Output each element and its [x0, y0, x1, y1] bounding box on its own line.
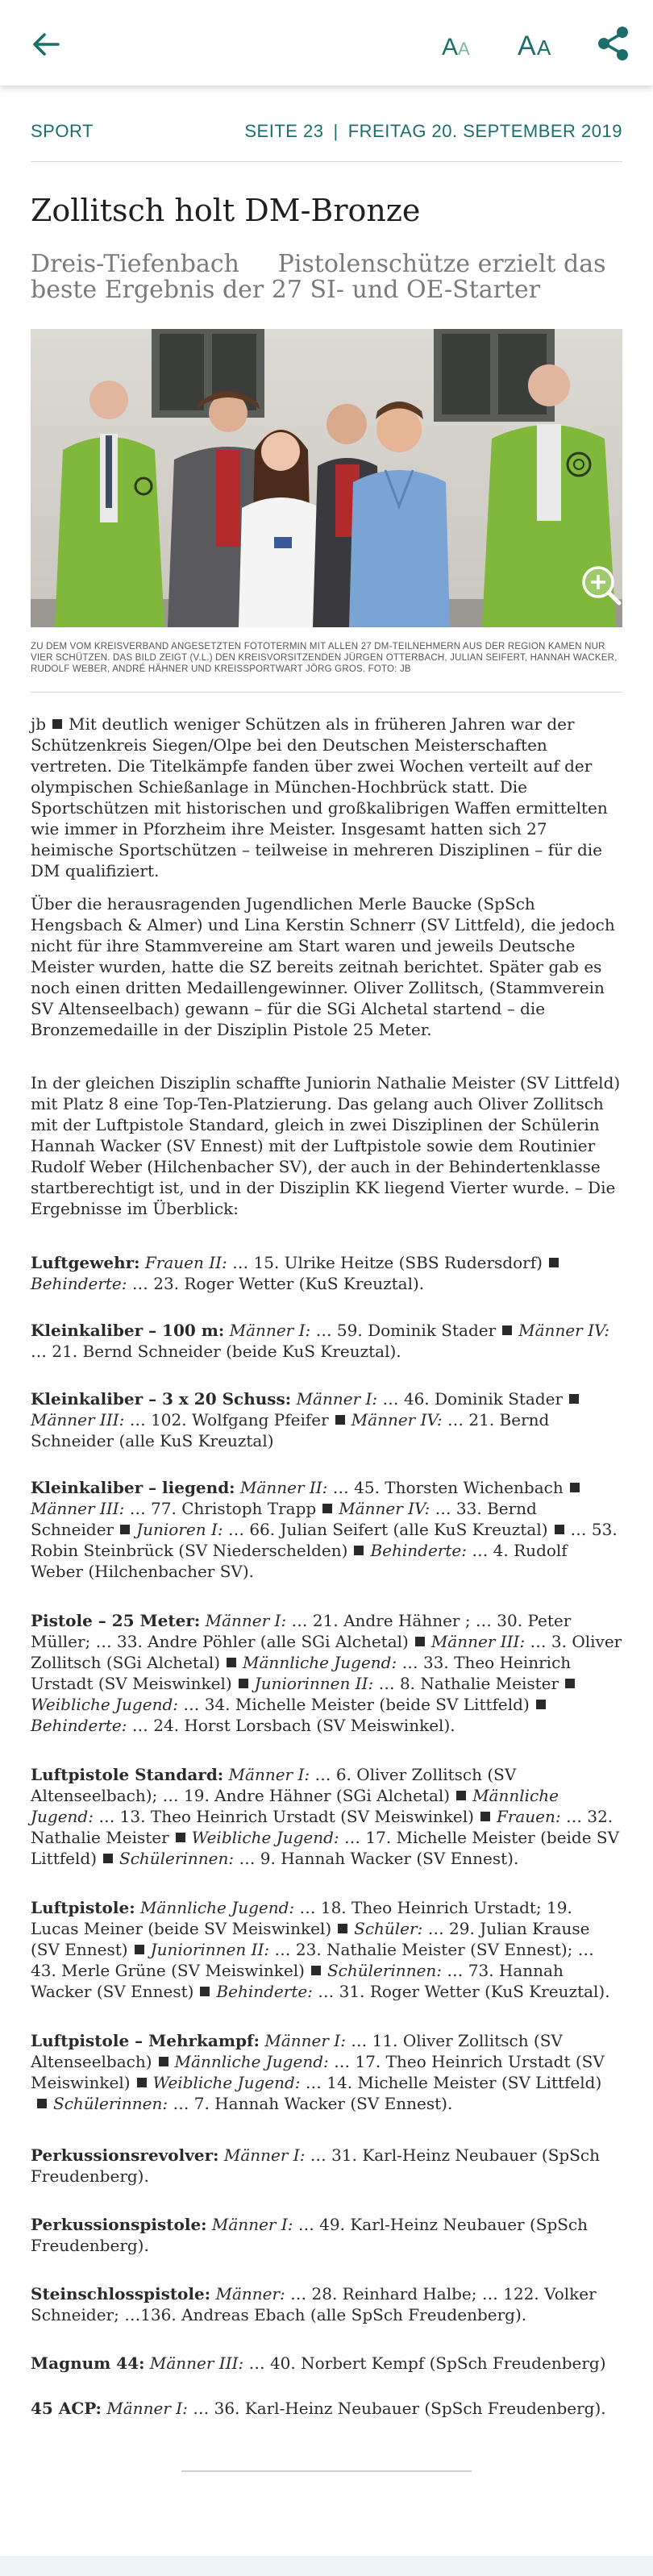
caption-divider	[31, 692, 622, 693]
square-bullet-icon	[570, 1483, 580, 1492]
svg-text:A: A	[537, 35, 551, 60]
square-bullet-icon	[311, 1966, 321, 1975]
square-bullet-icon	[135, 1945, 144, 1954]
share-button[interactable]	[593, 24, 634, 63]
result-kk100: Kleinkaliber – 100 m: Männer I: … 59. Dominik Stader Männer IV: … 21. Bernd Schneider (beide KuS Kreuztal).	[31, 1321, 610, 1361]
result-luftpistole: Luftpistole: Männliche Jugend: … 18. Theo Heinrich Urstadt; 19. Lucas Meiner (beide SV Meiswinkel) Schüler: … 29. Julian Krause (SV Ennest) Juniorinnen II: … 23. Nathalie Meister (SV Ennest); … 43. Merle Grüne (SV Meiswinkel) Schülerinnen: … 73. Hannah Wacker (SV Ennest) Behinderte: … 31. Roger Wetter (KuS Kreuztal).	[31, 1898, 610, 2001]
paragraph-3: In der gleichen Disziplin schaffte Juniorin Nathalie Meister (SV Littfeld) mit Platz 8 eine Top-Ten-Platzierung. Das gelang auch Oliver Zollitsch mit der Luftpistole Standard, gleich in zwei Disziplinen der Schülerin Hannah Wacker (SV Ennest) mit der Luftpistole sowie dem Routinier Rudolf Weber (Hilchenbacher SV), der auch in der Behindertenklasse startberechtigt ist, und in der Disziplin KK liegend Vierter wurde. – Die Ergebnisse im Überblick:	[31, 1073, 621, 1218]
square-bullet-icon	[415, 1637, 425, 1646]
square-bullet-icon	[159, 2057, 168, 2066]
square-bullet-icon	[335, 1415, 345, 1425]
share-icon	[593, 24, 634, 63]
result-lp-mehrkampf: Luftpistole – Mehrkampf: Männer I: … 11. Oliver Zollitsch (SV Altenseelbach) Männliche Jugend: … 17. Theo Heinrich Urstadt (SV Meiswinkel) Weibliche Jugend: … 14. Michelle Meister (SV Littfeld)Schülerinnen: … 7. Hannah Wacker (SV Ennest).	[31, 2031, 605, 2113]
square-bullet-icon	[120, 1525, 130, 1534]
photo-caption: ZU DEM VOM KREISVERBAND ANGESETZTEN FOTOTERMIN MIT ALLEN 27 DM-TEILNEHMERN AUS DER REGION KAMEN NUR VIER SCHÜTZEN. DAS BILD ZEIGT (V.L.) DEN KREISVORSITZENDEN JÜRGEN OTTERBACH, JULIAN SEIFERT, HANNAH WACKER, RUDOLF WEBER, ANDRÉ HÄHNER UND KREISSPORTWART JÖRG GROS. FOTO: JB	[31, 642, 618, 674]
square-bullet-icon	[200, 1987, 210, 1996]
text-size-large-icon	[516, 24, 561, 63]
result-kk3x20: Kleinkaliber – 3 x 20 Schuss: Männer I: … 46. Dominik StaderMänner III: … 102. Wolfgang Pfeifer Männer IV: … 21. Bernd Schneider (alle KuS Kreuztal)	[31, 1388, 622, 1451]
article-photo[interactable]	[31, 329, 622, 627]
square-bullet-icon	[354, 1546, 364, 1555]
svg-text:A: A	[442, 34, 459, 60]
square-bullet-icon	[322, 1504, 332, 1513]
square-bullet-icon	[37, 2099, 47, 2108]
decrease-font-button[interactable]	[440, 26, 482, 63]
back-button[interactable]	[27, 26, 64, 63]
result-pistole-25m: Pistole – 25 Meter: Männer I: … 21. Andre Hähner ; … 30. Peter Müller; … 33. Andre Pöhler (alle SGi Alchetal) Männer III: … 3. Oliver Zollitsch (SGi Alchetal) Männliche Jugend: … 33. Theo Heinrich Urstadt (SV Meiswinkel) Juniorinnen II: … 8. Nathalie MeisterWeibliche Jugend: … 34. Michelle Meister (beide SV Littfeld)Behinderte: … 24. Horst Lorsbach (SV Meiswinkel).	[31, 1611, 622, 1735]
result-luftgewehr: Luftgewehr: Frauen II: … 15. Ulrike Heitze (SBS Rudersdorf)Behinderte: … 23. Roger Wetter (KuS Kreuztal).	[31, 1252, 622, 1294]
article-headline: Zollitsch holt DM-Bronze	[31, 193, 421, 228]
article-end-rule	[181, 2470, 472, 2472]
meta-separator: |	[333, 121, 339, 141]
square-bullet-icon	[239, 1679, 248, 1688]
square-bullet-icon	[338, 1924, 347, 1933]
reader-toolbar	[0, 0, 653, 85]
square-bullet-icon	[565, 1679, 575, 1688]
square-bullet-icon	[137, 2078, 147, 2087]
result-kk-liegend: Kleinkaliber – liegend: Männer II: … 45. Thorsten WichenbachMänner III: … 77. Christoph Trapp Männer IV: … 33. Bernd Schneider Junioren I: … 66. Julian Seifert (alle KuS Kreuztal) … 53. Robin Steinbrück (SV Niederschelden) Behinderte: … 4. Rudolf Weber (Hilchenbacher SV).	[31, 1478, 618, 1581]
author-initials: jb	[31, 714, 47, 734]
square-bullet-icon	[456, 1791, 466, 1800]
section-label: SPORT	[31, 121, 94, 141]
zoom-photo-button[interactable]	[579, 563, 622, 608]
result-lp-standard: Luftpistole Standard: Männer I: … 6. Oliver Zollitsch (SV Altenseelbach); … 19. Andre Hähner (SGi Alchetal) Männliche Jugend: … 13. Theo Heinrich Urstadt (SV Meiswinkel) Frauen: … 32. Nathalie Meister Weibliche Jugend: … 17. Michelle Meister (beide SV Littfeld) Schülerinnen: … 9. Hannah Wacker (SV Ennest).	[31, 1765, 620, 1868]
result-steinschloss: Steinschlosspistole: Männer: … 28. Reinhard Halbe; … 122. Volker Schneider; …136. Andreas Ebach (alle SpSch Freudenberg).	[31, 2284, 597, 2324]
square-bullet-icon	[555, 1525, 564, 1534]
square-bullet-icon	[536, 1700, 546, 1709]
square-bullet-icon	[480, 1812, 490, 1821]
svg-text:A: A	[518, 31, 536, 61]
publication-date: FREITAG 20. SEPTEMBER 2019	[347, 121, 622, 141]
result-perk-pistole: Perkussionspistole: Männer I: … 49. Karl-Heinz Neubauer (SpSch Freudenberg).	[31, 2215, 589, 2255]
svg-text:A: A	[458, 39, 470, 59]
paragraph-intro: jb Mit deutlich weniger Schützen als in früheren Jahren war der Schützenkreis Siegen/Olpe bei den Deutschen Meisterschaften vertreten. Die Titelkämpfe fanden über zwei Wochen verteilt auf der olympischen Schießanlage in München-Hochbrück statt. Die Sportschützen mit historischen und großkalibrigen Waffen ermittelten wie immer in Pforzheim ihre Meister. Insgesamt hatten sich 27 heimische Sportschützen – teilweise in mehreren Disziplinen – für die DM qualifiziert.	[31, 714, 608, 880]
square-bullet-icon	[227, 1658, 236, 1667]
square-bullet-icon	[549, 1258, 559, 1267]
text-size-small-icon	[440, 26, 482, 63]
square-bullet-icon	[176, 1833, 185, 1842]
bottom-band	[0, 2556, 653, 2576]
result-magnum44: Magnum 44: Männer III: … 40. Norbert Kempf (SpSch Freudenberg)	[31, 2353, 606, 2373]
square-bullet-icon	[502, 1325, 512, 1335]
result-perk-revolver: Perkussionsrevolver: Männer I: … 31. Karl-Heinz Neubauer (SpSch Freudenberg).	[31, 2145, 601, 2186]
article-meta	[31, 121, 622, 145]
paragraph-2: Über die herausragenden Jugendlichen Merle Baucke (SpSch Hengsbach & Almer) und Lina Kerstin Schnerr (SV Littfeld), die jedoch nicht für ihre Stammvereine am Start waren und jeweils Deutsche Meister wurden, hatte die SZ bereits zeitnah berichtet. Später gab es noch einen dritten Medaillengewinner. Oliver Zollitsch, (Stammverein SV Altenseelbach) gewann – für die SGi Alchetal startend – die Bronzemedaille in der Disziplin Pistole 25 Meter.	[31, 894, 615, 1039]
zoom-in-icon	[579, 563, 622, 608]
group-photo-image	[31, 329, 622, 627]
square-bullet-icon	[103, 1854, 113, 1863]
square-bullet-icon	[569, 1394, 579, 1404]
arrow-left-icon	[32, 32, 60, 56]
page-date	[244, 121, 622, 142]
meta-divider	[31, 161, 622, 162]
square-bullet-icon	[52, 719, 62, 729]
increase-font-button[interactable]	[516, 24, 561, 63]
page-number: SEITE 23	[244, 121, 324, 141]
result-45acp: 45 ACP: Männer I: … 36. Karl-Heinz Neubauer (SpSch Freudenberg).	[31, 2399, 606, 2418]
article-subheadline: Dreis-Tiefenbach Pistolenschütze erzielt das beste Ergebnis der 27 SI- und OE-Starter	[31, 250, 614, 304]
